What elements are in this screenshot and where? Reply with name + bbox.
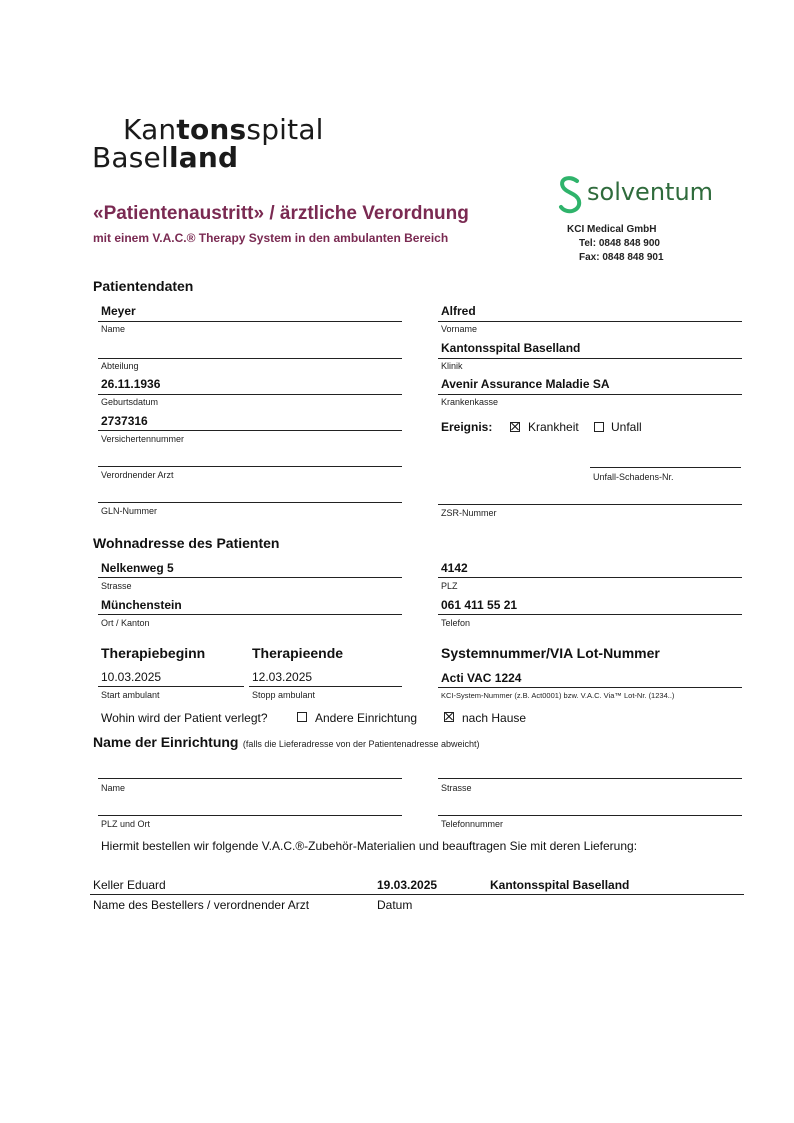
hospital-logo-line2: Baselland <box>92 141 239 174</box>
therapiebeginn-label: Start ambulant <box>101 690 160 700</box>
abteilung-line <box>98 358 402 359</box>
page-title: «Patientenaustritt» / ärztliche Verordnung <box>93 203 469 224</box>
andere-einrichtung-label: Andere Einrichtung <box>315 711 418 725</box>
krankenkasse-line <box>438 394 742 395</box>
patient-name-value[interactable]: Meyer <box>101 304 136 318</box>
therapiebeginn-value[interactable]: 10.03.2025 <box>101 670 162 684</box>
unfall-nr-label: Unfall-Schadens-Nr. <box>593 472 674 482</box>
datum-value[interactable]: 19.03.2025 <box>377 878 438 892</box>
company-tel: Tel: 0848 848 900 <box>579 238 660 249</box>
company-fax: Fax: 0848 848 901 <box>579 252 664 263</box>
system-value[interactable]: Acti VAC 1224 <box>441 671 522 685</box>
arzt-line <box>98 466 402 467</box>
krankheit-label: Krankheit <box>528 420 579 434</box>
facility-telefon-label: Telefonnummer <box>441 819 504 829</box>
ereignis-label: Ereignis: <box>441 420 493 434</box>
unfall-nr-line <box>590 467 741 468</box>
strasse-value[interactable]: Nelkenweg 5 <box>101 561 174 575</box>
facility-telefon-line <box>438 815 742 816</box>
facility-note: (falls die Lieferadresse von der Patientenadresse abweicht) <box>242 739 480 749</box>
klinik-line <box>438 358 742 359</box>
arzt-label: Verordnender Arzt <box>101 470 174 480</box>
page-subtitle: mit einem V.A.C.® Therapy System in den ambulanten Bereich <box>93 231 449 245</box>
verlegt-question: Wohin wird der Patient verlegt? <box>101 711 268 725</box>
besteller-label: Name des Bestellers / verordnender Arzt <box>93 898 310 912</box>
section-title-facility: Name der Einrichtung <box>93 734 239 750</box>
order-line <box>90 894 744 895</box>
name-line <box>98 321 402 322</box>
facility-strasse-label: Strasse <box>441 783 472 793</box>
company-name: KCI Medical GmbH <box>567 224 657 235</box>
unfall-label: Unfall <box>611 420 642 434</box>
strasse-label: Strasse <box>101 581 132 591</box>
versichertennummer-value[interactable]: 2737316 <box>101 414 148 428</box>
strasse-line <box>98 577 402 578</box>
system-line <box>438 687 742 688</box>
klinik-label: Klinik <box>441 361 463 371</box>
geburtsdatum-label: Geburtsdatum <box>101 397 159 407</box>
therapiebeginn-line <box>98 686 244 687</box>
gln-line <box>98 502 402 503</box>
system-label: KCI-System-Nummer (z.B. Act0001) bzw. V.A.C. Via™ Lot-Nr. (1234..) <box>441 691 675 700</box>
ort-line <box>98 614 402 615</box>
versichertennummer-label: Versichertennummer <box>101 434 185 444</box>
nach-hause-label: nach Hause <box>462 711 527 725</box>
telefon-label: Telefon <box>441 618 471 628</box>
facility-name-line <box>98 778 402 779</box>
datum-label: Datum <box>377 898 413 912</box>
zsr-label: ZSR-Nummer <box>441 508 497 518</box>
versichertennummer-line <box>98 430 402 431</box>
hospital-logo-line1: Kantonsspital <box>123 113 324 146</box>
facility-plz-line <box>98 815 402 816</box>
therapieende-value[interactable]: 12.03.2025 <box>252 670 313 684</box>
geburtsdatum-line <box>98 394 402 395</box>
facility-plz-label: PLZ und Ort <box>101 819 151 829</box>
klinik-value[interactable]: Kantonsspital Baselland <box>441 341 581 355</box>
vorname-label: Vorname <box>441 324 478 334</box>
telefon-value[interactable]: 061 411 55 21 <box>441 598 518 612</box>
gln-label: GLN-Nummer <box>101 506 158 516</box>
telefon-line <box>438 614 742 615</box>
plz-label: PLZ <box>441 581 458 591</box>
plz-value[interactable]: 4142 <box>441 561 468 575</box>
facility-name-label: Name <box>101 783 126 793</box>
solventum-logo-icon <box>555 175 585 220</box>
nach-hause-checkbox[interactable] <box>444 712 454 722</box>
ort-value[interactable]: Münchenstein <box>101 598 182 612</box>
therapiebeginn-title: Therapiebeginn <box>101 645 206 661</box>
ort-label: Ort / Kanton <box>101 618 150 628</box>
name-label: Name <box>101 324 126 334</box>
patient-vorname-value[interactable]: Alfred <box>441 304 476 318</box>
section-title-facility-wrap <box>93 734 480 752</box>
andere-einrichtung-checkbox[interactable] <box>297 712 307 722</box>
section-title-patient: Patientendaten <box>93 278 194 294</box>
section-title-address: Wohnadresse des Patienten <box>93 535 280 551</box>
therapieende-title: Therapieende <box>252 645 344 661</box>
spital-value[interactable]: Kantonsspital Baselland <box>490 878 630 892</box>
therapieende-line <box>249 686 402 687</box>
brand-name: solventum <box>587 178 714 206</box>
krankenkasse-value[interactable]: Avenir Assurance Maladie SA <box>441 377 610 391</box>
plz-line <box>438 577 742 578</box>
order-statement: Hiermit bestellen wir folgende V.A.C.®-Zubehör-Materialien und beauftragen Sie mit deren Lieferung: <box>101 839 638 853</box>
krankenkasse-label: Krankenkasse <box>441 397 499 407</box>
unfall-checkbox[interactable] <box>594 422 604 432</box>
geburtsdatum-value[interactable]: 26.11.1936 <box>101 377 161 391</box>
vorname-line <box>438 321 742 322</box>
facility-strasse-line <box>438 778 742 779</box>
therapieende-label: Stopp ambulant <box>252 690 316 700</box>
abteilung-label: Abteilung <box>101 361 139 371</box>
besteller-value[interactable]: Keller Eduard <box>93 878 166 892</box>
zsr-line <box>438 504 742 505</box>
krankheit-checkbox[interactable] <box>510 422 520 432</box>
system-title: Systemnummer/VIA Lot-Nummer <box>441 645 660 661</box>
